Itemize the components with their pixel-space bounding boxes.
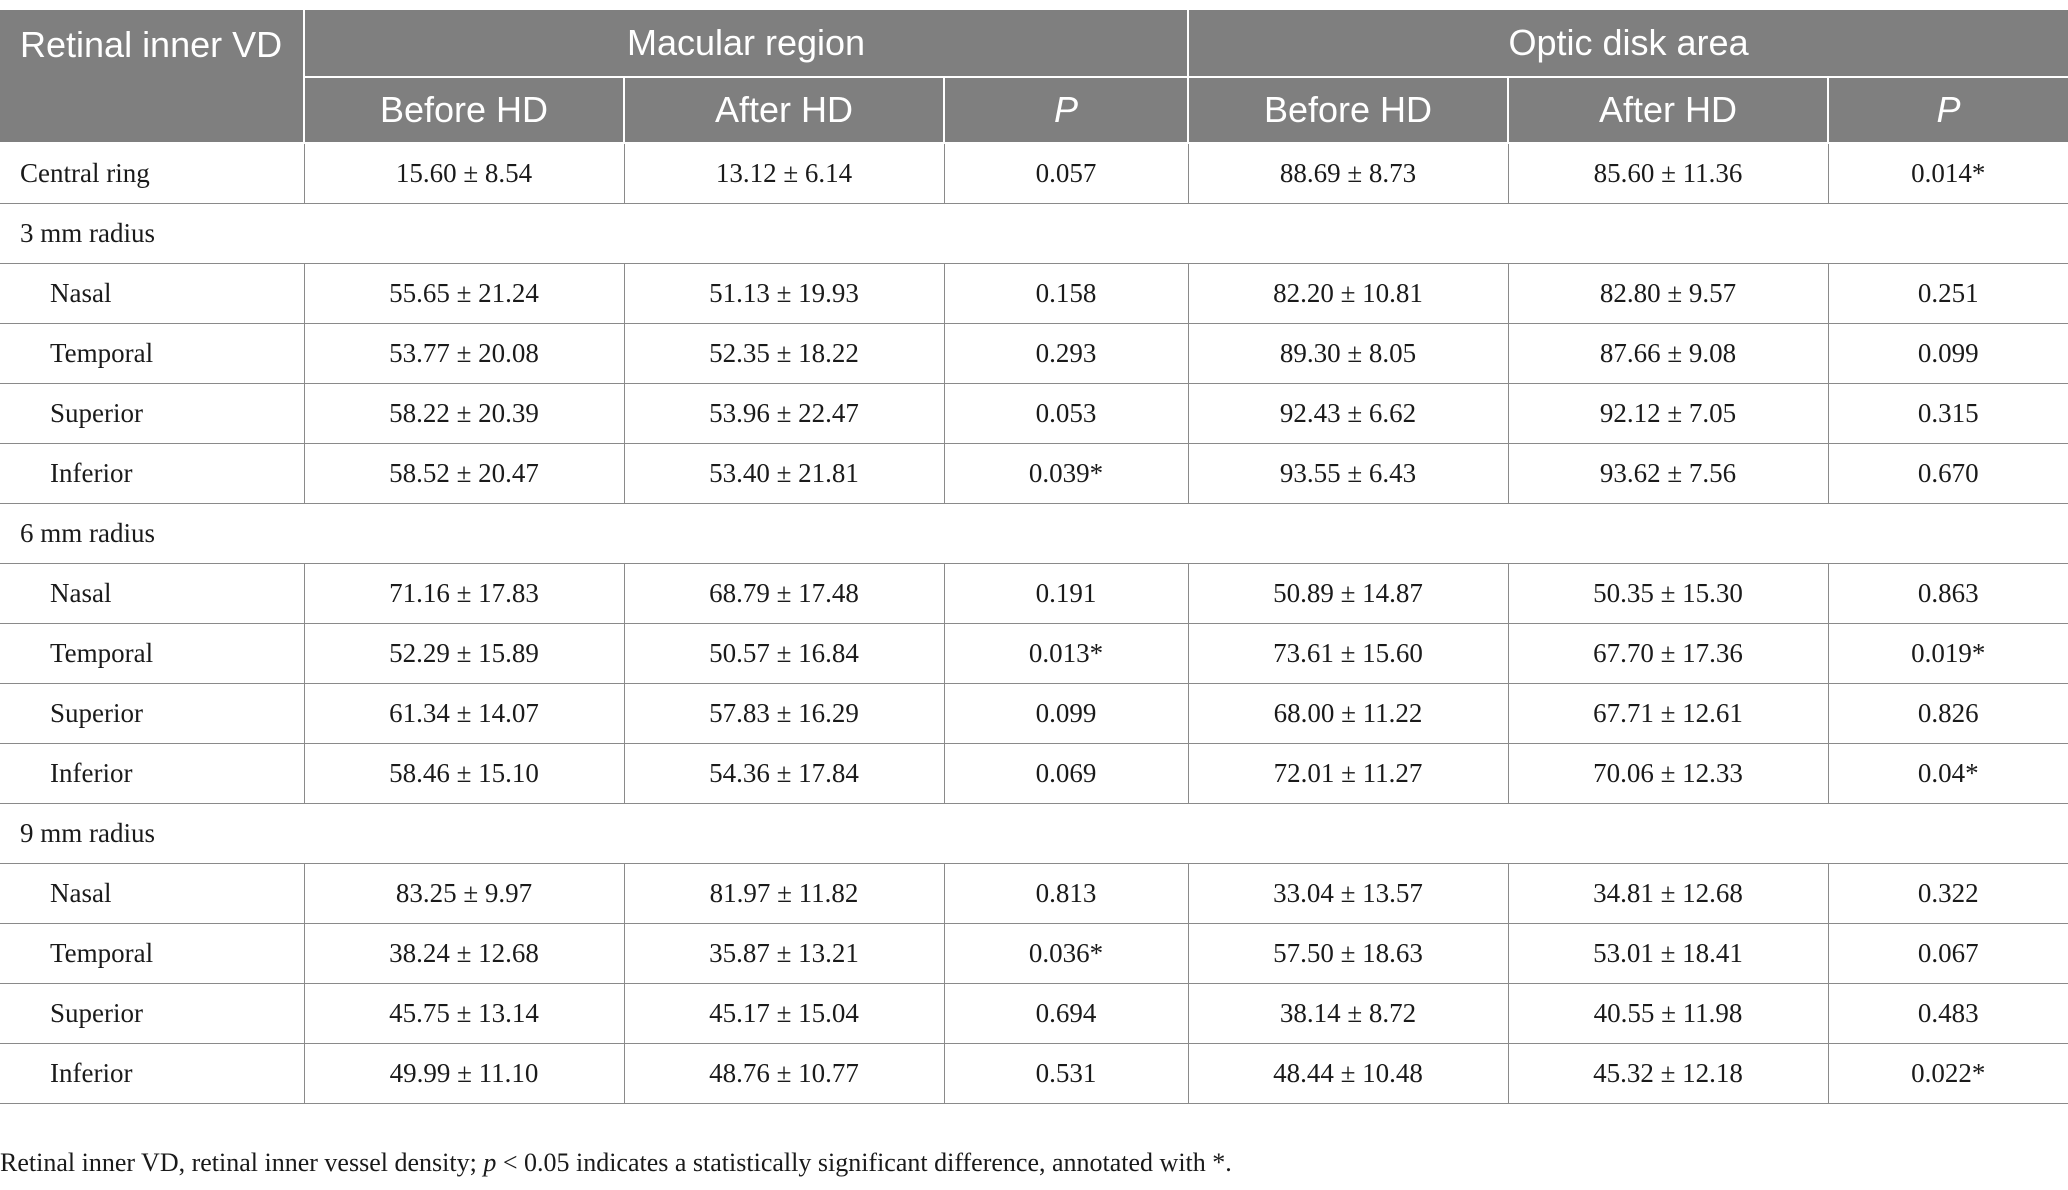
header-group-macular: Macular region	[304, 10, 1188, 77]
cell-optic-after: 67.70 ± 17.36	[1508, 624, 1828, 684]
cell-macular-p: 0.191	[944, 564, 1188, 624]
cell-optic-before: 92.43 ± 6.62	[1188, 384, 1508, 444]
row-label: Temporal	[0, 624, 304, 684]
cell-macular-before: 53.77 ± 20.08	[304, 324, 624, 384]
cell-macular-p: 0.158	[944, 264, 1188, 324]
cell-optic-p: 0.315	[1828, 384, 2068, 444]
table-row	[0, 684, 2068, 744]
cell-macular-before: 15.60 ± 8.54	[304, 143, 624, 204]
cell-macular-p: 0.057	[944, 143, 1188, 204]
cell-optic-after: 93.62 ± 7.56	[1508, 444, 1828, 504]
footnote-p-symbol: p	[483, 1148, 497, 1177]
cell-macular-p: 0.013*	[944, 624, 1188, 684]
cell-optic-p: 0.670	[1828, 444, 2068, 504]
vessel-density-table	[0, 10, 2068, 1104]
cell-macular-before: 55.65 ± 21.24	[304, 264, 624, 324]
cell-optic-after: 40.55 ± 11.98	[1508, 984, 1828, 1044]
cell-optic-after: 50.35 ± 15.30	[1508, 564, 1828, 624]
header-group-optic: Optic disk area	[1188, 10, 2068, 77]
cell-macular-before: 58.52 ± 20.47	[304, 444, 624, 504]
cell-optic-p: 0.863	[1828, 564, 2068, 624]
row-label: Nasal	[0, 264, 304, 324]
cell-macular-before: 71.16 ± 17.83	[304, 564, 624, 624]
section-label: 3 mm radius	[0, 204, 2068, 264]
table-row	[0, 924, 2068, 984]
header-optic-after: After HD	[1508, 77, 1828, 143]
cell-optic-p: 0.022*	[1828, 1044, 2068, 1104]
cell-macular-p: 0.293	[944, 324, 1188, 384]
cell-optic-after: 87.66 ± 9.08	[1508, 324, 1828, 384]
section-row	[0, 504, 2068, 564]
cell-macular-before: 61.34 ± 14.07	[304, 684, 624, 744]
row-label: Superior	[0, 984, 304, 1044]
footnote-text-2: < 0.05 indicates a statistically significant difference, annotated with *.	[496, 1148, 1232, 1177]
cell-optic-before: 50.89 ± 14.87	[1188, 564, 1508, 624]
header-row-groups	[0, 10, 2068, 77]
row-label: Inferior	[0, 1044, 304, 1104]
cell-optic-before: 38.14 ± 8.72	[1188, 984, 1508, 1044]
row-label: Inferior	[0, 744, 304, 804]
cell-macular-after: 53.96 ± 22.47	[624, 384, 944, 444]
table-row	[0, 564, 2068, 624]
cell-optic-p: 0.251	[1828, 264, 2068, 324]
cell-macular-p: 0.694	[944, 984, 1188, 1044]
cell-macular-before: 49.99 ± 11.10	[304, 1044, 624, 1104]
cell-macular-p: 0.813	[944, 864, 1188, 924]
cell-macular-after: 52.35 ± 18.22	[624, 324, 944, 384]
cell-macular-p: 0.531	[944, 1044, 1188, 1104]
header-row-columns	[0, 77, 2068, 143]
section-row	[0, 204, 2068, 264]
cell-macular-after: 54.36 ± 17.84	[624, 744, 944, 804]
cell-optic-before: 89.30 ± 8.05	[1188, 324, 1508, 384]
footnote-text-1: Retinal inner VD, retinal inner vessel density;	[0, 1148, 484, 1177]
cell-macular-before: 83.25 ± 9.97	[304, 864, 624, 924]
cell-optic-before: 48.44 ± 10.48	[1188, 1044, 1508, 1104]
cell-optic-after: 45.32 ± 12.18	[1508, 1044, 1828, 1104]
cell-macular-before: 38.24 ± 12.68	[304, 924, 624, 984]
row-label: Superior	[0, 684, 304, 744]
cell-optic-before: 33.04 ± 13.57	[1188, 864, 1508, 924]
cell-macular-after: 57.83 ± 16.29	[624, 684, 944, 744]
cell-macular-after: 68.79 ± 17.48	[624, 564, 944, 624]
cell-optic-p: 0.04*	[1828, 744, 2068, 804]
row-label: Temporal	[0, 324, 304, 384]
section-label: 6 mm radius	[0, 504, 2068, 564]
cell-macular-after: 81.97 ± 11.82	[624, 864, 944, 924]
header-optic-p: P	[1828, 77, 2068, 143]
cell-optic-p: 0.099	[1828, 324, 2068, 384]
table-row	[0, 264, 2068, 324]
header-optic-before: Before HD	[1188, 77, 1508, 143]
cell-optic-before: 93.55 ± 6.43	[1188, 444, 1508, 504]
cell-macular-after: 48.76 ± 10.77	[624, 1044, 944, 1104]
cell-optic-after: 34.81 ± 12.68	[1508, 864, 1828, 924]
cell-macular-after: 13.12 ± 6.14	[624, 143, 944, 204]
cell-optic-after: 85.60 ± 11.36	[1508, 143, 1828, 204]
cell-macular-before: 52.29 ± 15.89	[304, 624, 624, 684]
header-macular-after: After HD	[624, 77, 944, 143]
row-label: Nasal	[0, 864, 304, 924]
results-table-container	[0, 10, 2068, 1104]
table-row	[0, 444, 2068, 504]
cell-optic-before: 82.20 ± 10.81	[1188, 264, 1508, 324]
cell-optic-p: 0.483	[1828, 984, 2068, 1044]
cell-macular-p: 0.053	[944, 384, 1188, 444]
cell-optic-p: 0.067	[1828, 924, 2068, 984]
cell-macular-p: 0.099	[944, 684, 1188, 744]
table-footnote	[0, 1148, 2068, 1178]
cell-optic-before: 88.69 ± 8.73	[1188, 143, 1508, 204]
header-macular-p: P	[944, 77, 1188, 143]
cell-macular-after: 53.40 ± 21.81	[624, 444, 944, 504]
cell-macular-before: 58.46 ± 15.10	[304, 744, 624, 804]
cell-macular-after: 35.87 ± 13.21	[624, 924, 944, 984]
cell-macular-after: 45.17 ± 15.04	[624, 984, 944, 1044]
section-row	[0, 804, 2068, 864]
table-row	[0, 384, 2068, 444]
table-row	[0, 624, 2068, 684]
table-row	[0, 984, 2068, 1044]
cell-optic-p: 0.019*	[1828, 624, 2068, 684]
cell-optic-before: 57.50 ± 18.63	[1188, 924, 1508, 984]
header-row-label: Retinal inner VD	[0, 10, 304, 143]
cell-macular-p: 0.036*	[944, 924, 1188, 984]
cell-optic-after: 67.71 ± 12.61	[1508, 684, 1828, 744]
cell-macular-before: 45.75 ± 13.14	[304, 984, 624, 1044]
table-row	[0, 744, 2068, 804]
cell-optic-p: 0.826	[1828, 684, 2068, 744]
row-label: Nasal	[0, 564, 304, 624]
table-row	[0, 324, 2068, 384]
header-macular-before: Before HD	[304, 77, 624, 143]
cell-macular-p: 0.039*	[944, 444, 1188, 504]
cell-optic-p: 0.014*	[1828, 143, 2068, 204]
cell-macular-before: 58.22 ± 20.39	[304, 384, 624, 444]
section-label: 9 mm radius	[0, 804, 2068, 864]
table-row	[0, 1044, 2068, 1104]
row-label: Temporal	[0, 924, 304, 984]
table-header	[0, 10, 2068, 143]
cell-optic-after: 82.80 ± 9.57	[1508, 264, 1828, 324]
cell-macular-p: 0.069	[944, 744, 1188, 804]
row-label: Inferior	[0, 444, 304, 504]
cell-macular-after: 50.57 ± 16.84	[624, 624, 944, 684]
cell-optic-before: 72.01 ± 11.27	[1188, 744, 1508, 804]
cell-macular-after: 51.13 ± 19.93	[624, 264, 944, 324]
cell-optic-after: 70.06 ± 12.33	[1508, 744, 1828, 804]
cell-optic-before: 68.00 ± 11.22	[1188, 684, 1508, 744]
row-label: Central ring	[0, 143, 304, 204]
cell-optic-p: 0.322	[1828, 864, 2068, 924]
table-body	[0, 143, 2068, 1104]
cell-optic-after: 92.12 ± 7.05	[1508, 384, 1828, 444]
table-row	[0, 864, 2068, 924]
cell-optic-after: 53.01 ± 18.41	[1508, 924, 1828, 984]
row-label: Superior	[0, 384, 304, 444]
cell-optic-before: 73.61 ± 15.60	[1188, 624, 1508, 684]
table-row	[0, 143, 2068, 204]
